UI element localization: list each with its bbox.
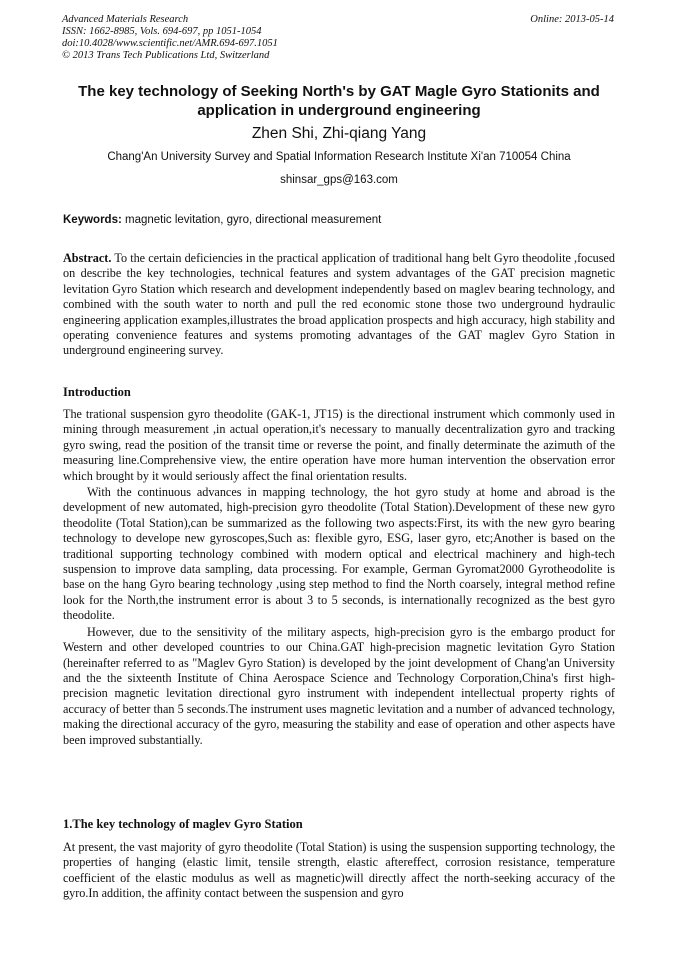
intro-section <box>63 407 615 749</box>
journal-copyright: © 2013 Trans Tech Publications Ltd, Switzerland <box>62 50 270 61</box>
abstract-label: Abstract. <box>63 251 112 265</box>
keytech-section <box>63 840 615 903</box>
keytech-heading: 1.The key technology of maglev Gyro Station <box>63 817 303 831</box>
journal-name: Advanced Materials Research <box>62 14 189 25</box>
paper-affiliation: Chang'An University Survey and Spatial Information Research Institute Xi'an 710054 China <box>107 151 571 163</box>
paper-title: The key technology of Seeking North's by GAT Magle Gyro Stationits and application in underground engineering <box>78 83 600 119</box>
intro-paragraph-2: With the continuous advances in mapping technology, the hot gyro study at home and abroad is the development of new automated, high-precision gyro theodolite (Total Station).Development of these new gyro theodolite (Total Station),can be summarized as the following two aspects:First, its with the new gyro bearing technology to develope new gyroscopes,Such as: flexible gyro, ESG, laser gyro, etc;Another is based on the traditional supporting technology combined with modern optical and electrical machinery and high-tech suspension to improve data sampling, data processing. For example, German Gyromat2000 Gyrotheodolite is base on the hang Gyro bearing technology ,using step method to find the North coarsely, integral method refine look for the North,the instrument error is about 3 to 5 seconds, is internationally recognized as the best gyro theodolite. <box>63 485 615 623</box>
intro-paragraph-1: The trational suspension gyro theodolite (GAK-1, JT15) is the directional instrument which commonly used in mining through measurement ,in actual operation,it's necessary to manually decentralization gyro and tracking gyro swing, read the position of the transit time or reverse the point, and finally determinate the azimuth of the measuring line.Comprehensive view, the entire operation have more human intervention the observation error which brought by it would seriously affect the final orientation results. <box>63 407 615 483</box>
abstract-block <box>63 251 615 360</box>
keytech-paragraph-1: At present, the vast majority of gyro theodolite (Total Station) is using the suspension supporting technology, the properties of hanging (elastic limit, tensile strength, elastic aftereffect, corrosion resistance, temperature coefficient of the elastic modulus as well as magnetic)will directly affect the north-seeking accuracy of the gyro.In addition, the affinity contact between the suspension and gyro <box>63 840 615 901</box>
paper-authors: Zhen Shi, Zhi-qiang Yang <box>251 125 427 142</box>
intro-heading: Introduction <box>63 385 131 399</box>
journal-header <box>62 14 482 62</box>
intro-paragraph-3: However, due to the sensitivity of the military aspects, high-precision gyro is the embargo product for Western and other developed countries to our China.GAT high-precision magnetic levitation Gyro Station (hereinafter referred to as "Maglev Gyro Station) is developed by the joint development of Chang'an University and the the sixteenth Institute of China Aerospace Science and Technology Corporation,China's first high-precision magnetic levitation directional gyro instrument with independent intellectual property rights of accuracy of better than 5 seconds.The instrument uses magnetic levitation and a number of advanced technology, making the directional accuracy of the gyro, measuring the stability and ease of operation and other aspects have been improved substantially. <box>63 624 615 747</box>
author-email: shinsar_gps@163.com <box>280 174 398 186</box>
keywords-label: Keywords: <box>63 214 122 226</box>
keywords-text: magnetic levitation, gyro, directional measurement <box>121 214 382 226</box>
online-date: Online: 2013-05-14 <box>530 14 614 25</box>
abstract-text: To the certain deficiencies in the practical application of traditional hang belt Gyro theodolite ,focused on describe the key technologies, technical features and system advantages of the GAT precision magnetic levitation Gyro Station which research and development independently based on maglev bearing technology, and combined with the south water to north and pull the red economic stone those two underground hydraulic engineering application examples,illustrates the broad application prospects and high accuracy, high stability and operating convenience features and systems promoting advantages of the GAT maglev Gyro Station in underground engineering survey. <box>63 251 615 358</box>
journal-doi: doi:10.4028/www.scientific.net/AMR.694-697.1051 <box>62 38 278 49</box>
keywords-line <box>63 213 615 228</box>
journal-issn: ISSN: 1662-8985, Vols. 694-697, pp 1051-1054 <box>62 26 262 37</box>
